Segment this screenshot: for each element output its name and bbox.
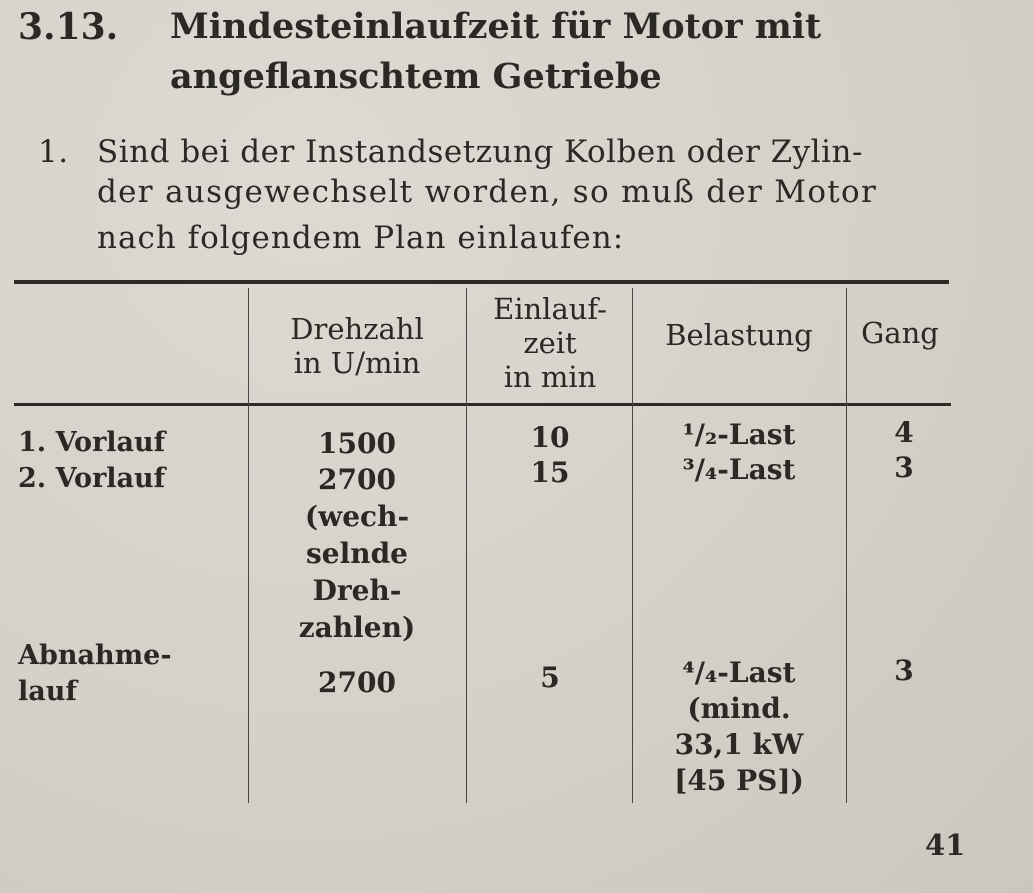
cell-drehzahl: 2700 <box>318 666 396 699</box>
header-einlaufzeit-line: zeit <box>523 326 577 360</box>
cell-gang: 4 <box>894 416 914 449</box>
cell-drehzahl-line: (wech- <box>304 500 410 533</box>
row-label: 1. Vorlauf <box>18 427 166 458</box>
cell-belastung: ³/₄-Last <box>682 453 796 486</box>
cell-einlaufzeit: 10 <box>530 421 570 454</box>
header-einlaufzeit-line: in min <box>503 360 597 394</box>
paragraph-line-3: nach folgendem Plan einlaufen: <box>97 220 625 256</box>
cell-drehzahl-line: selnde <box>306 537 408 570</box>
header-gang <box>850 316 950 350</box>
paragraph-line-2: der ausgewechselt worden, so muß der Motor <box>97 174 878 210</box>
table-header-rule <box>14 403 951 406</box>
header-drehzahl-line: Drehzahl <box>290 312 424 346</box>
cell-gang: 3 <box>894 451 914 484</box>
header-einlaufzeit <box>470 292 630 394</box>
header-drehzahl-line: in U/min <box>293 346 421 380</box>
row-label-line: Abnahme- <box>18 640 172 671</box>
header-drehzahl <box>252 312 462 380</box>
cell-drehzahl-line: zahlen) <box>298 611 416 644</box>
cell-drehzahl <box>252 461 462 646</box>
cell-belastung-line: (mind. <box>687 692 791 725</box>
cell-drehzahl-line: Dreh- <box>312 574 402 607</box>
cell-belastung <box>636 655 842 799</box>
cell-drehzahl: 1500 <box>318 427 396 460</box>
section-title-line-2: angeflanschtem Getriebe <box>170 56 662 97</box>
table-top-rule <box>14 280 949 284</box>
cell-einlaufzeit: 15 <box>530 456 570 489</box>
header-belastung-line: Belastung <box>665 318 813 352</box>
cell-belastung-line: 33,1 kW <box>674 728 804 761</box>
page-number: 41 <box>925 828 966 862</box>
header-einlaufzeit-line: Einlauf- <box>493 292 607 326</box>
cell-belastung-line: ⁴/₄-Last <box>682 656 796 689</box>
cell-belastung: ¹/₂-Last <box>682 418 796 451</box>
header-belastung <box>636 318 842 352</box>
row-label <box>18 638 172 710</box>
cell-drehzahl-line: 2700 <box>318 463 396 496</box>
table-column-divider <box>248 288 249 803</box>
cell-einlaufzeit: 5 <box>540 661 560 694</box>
paragraph-number: 1. <box>38 134 69 170</box>
section-number: 3.13. <box>18 6 119 48</box>
table-column-divider <box>846 288 847 803</box>
row-label-line: lauf <box>18 676 77 707</box>
header-gang-line: Gang <box>861 316 939 350</box>
table-column-divider <box>632 288 633 803</box>
row-label: 2. Vorlauf <box>18 463 166 494</box>
cell-gang: 3 <box>894 654 914 687</box>
section-title-line-1: Mindesteinlaufzeit für Motor mit <box>170 6 822 47</box>
paragraph-line-1: Sind bei der Instandsetzung Kolben oder Zylin- <box>97 134 863 170</box>
cell-belastung-line: [45 PS]) <box>674 764 804 797</box>
table-column-divider <box>466 288 467 803</box>
